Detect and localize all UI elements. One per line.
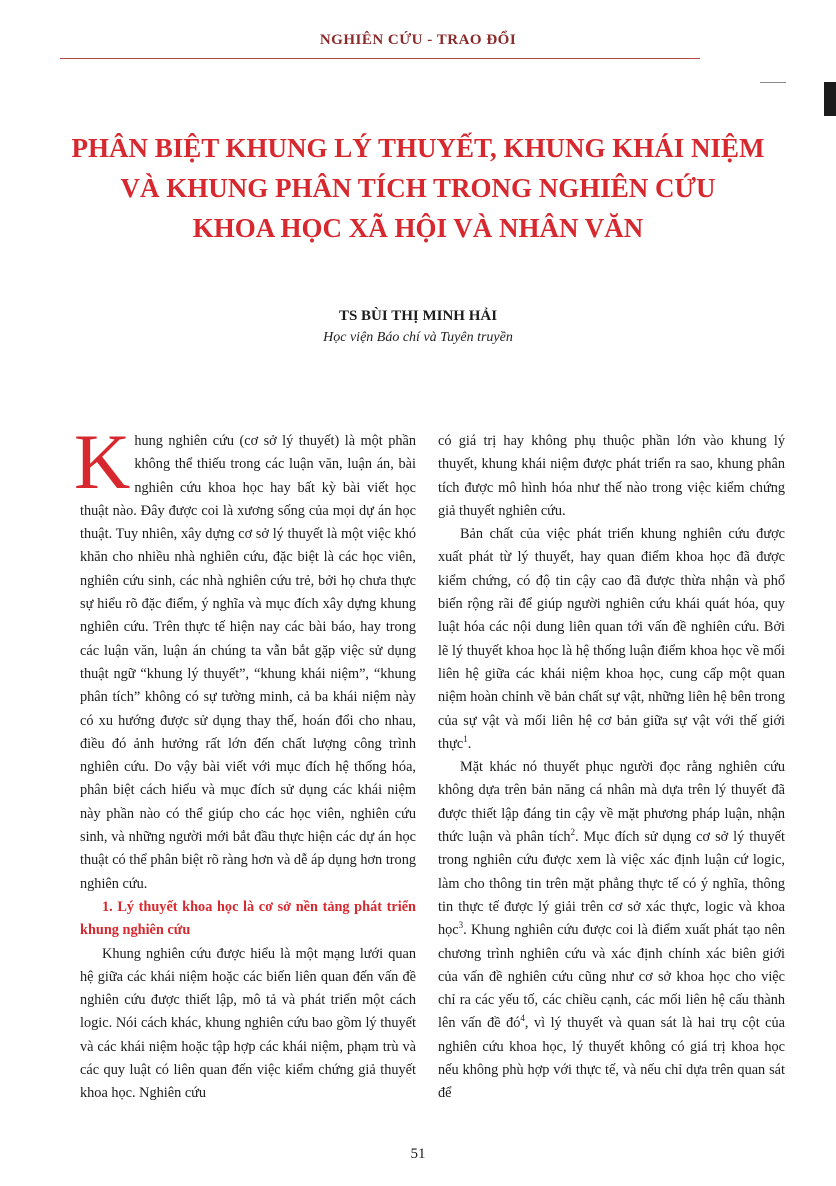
title-line-3: KHOA HỌC XÃ HỘI VÀ NHÂN VĂN (192, 213, 644, 243)
right-column (438, 430, 785, 1106)
page-number: 51 (410, 1146, 426, 1162)
article-title (40, 128, 796, 248)
intro-text: hung nghiên cứu (cơ sở lý thuyết) là một phần không thể thiếu trong các luận văn, luận án, bài nghiên cứu khoa học hay bất kỳ bài viết học thuật nào. Đây được coi là xương sống của mọi dự án học thuật. Tuy nhiên, xây dựng cơ sở lý thuyết là một việc khó khăn cho nhiều nhà nghiên cứu, đặc biệt là các học viên, nghiên cứu sinh, các nhà nghiên cứu trẻ, bởi họ chưa thực sự hiểu rõ đặc điểm, ý nghĩa và mục đích xây dựng khung nghiên cứu. Trên thực tế hiện nay các bài báo, hay trong các luận văn, luận án chúng ta vẫn bắt gặp việc sử dụng thuật ngữ “khung lý thuyết”, “khung khái niệm”, “khung phân tích” không có sự tường minh, cả ba khái niệm này có xu hướng được sử dụng thay thế, hoán đổi cho nhau, điều đó ảnh hưởng rất lớn đến chất lượng công trình nghiên cứu. Do vậy bài viết với mục đích hệ thống hóa, phân biệt cách hiểu và mục đích sử dụng các khái niệm này phần nào có thể giúp cho các học viên, nghiên cứu sinh, và những người mới bắt đầu thực hiện các dự án học thuật có thể phân biệt rõ ràng hơn và dễ áp dụng hơn trong nghiên cứu. (80, 433, 416, 892)
footnote-ref-1: 1 (463, 734, 468, 745)
footnote-ref-3: 3 (458, 920, 464, 931)
right-paragraph-3: Mặt khác nó thuyết phục người đọc rằng nghiên cứu không dựa trên bản năng cá nhân mà dựa trên lý thuyết đã được thiết lập đáng tin cậy về mặt phương pháp luận, nhận thức luận và phân tích$^2$. Mục đích sử dụng cơ sở lý thuyết trong nghiên cứu được xem là việc xác định luận cứ logic, làm cho thông tin trên mặt phẳng thực tế có ý nghĩa, thông tin thực tế được lý giải trên cơ sở xác thực, logic và khoa học$^3$. Khung nghiên cứu được coi là điểm xuất phát tạo nên chương trình nghiên cứu và xác định chính xác biên giới của vấn đề nghiên cứu cũng như cơ sở khoa học cho việc chỉ ra các yếu tố, các chiều cạnh, các mối liên hệ cấu thành lên vấn đề $đó^4$, vì lý thuyết và quan sát là hai trụ cột của nghiên cứu khoa học, lý thuyết không có giá trị khoa học nếu không phù hợp với thực tế, và nếu chỉ dựa trên quan sát để (438, 759, 786, 1102)
title-line-2: VÀ KHUNG PHÂN TÍCH TRONG NGHIÊN CỨU (120, 173, 716, 203)
title-line-1: PHÂN BIỆT KHUNG LÝ THUYẾT, KHUNG KHÁI NIỆM (71, 133, 765, 163)
author-name: TS BÙI THỊ MINH HẢI (338, 308, 498, 324)
intro-paragraph (74, 418, 416, 896)
section-1-heading: 1. Lý thuyết khoa học là cơ sở nền tảng phát triển khung nghiên cứu (80, 898, 416, 939)
author-affiliation: Học viện Báo chí và Tuyên truyền (323, 330, 513, 345)
section-1-paragraph: Khung nghiên cứu được hiểu là một mạng lưới quan hệ giữa các khái niệm hoặc các biến liên quan đến vấn đề nghiên cứu được thiết lập, mô tả và phát triển một cách logic. Nói cách khác, khung nghiên cứu bao gồm lý thuyết và các khái niệm hoặc tập hợp các khái niệm, phạm trù và các quy luật có liên quan đến việc kiểm chứng giả thuyết khoa học. Nghiên cứu (80, 945, 416, 1102)
header-rule-right (760, 82, 786, 83)
running-header (0, 30, 836, 60)
header-section-label: NGHIÊN CỨU - TRAO ĐỔI (319, 32, 517, 48)
footnote-ref-4: 4 (520, 1013, 525, 1024)
right-paragraph-1: có giá trị hay không phụ thuộc phần lớn vào khung lý thuyết, khung khái niệm được phát triển ra sao, khung phân tích được mô hình hóa như thế nào trong việc kiểm chứng giả thuyết nghiên cứu. (438, 433, 785, 519)
right-paragraph-2: Bản chất của việc phát triển khung nghiên cứu được xuất phát từ lý thuyết, hay quan điểm khoa học đã được kiểm chứng, có độ tin cậy cao đã được thừa nhận và phổ biến rộng rãi để giúp người nghiên cứu khái quát hóa, quy luật hóa các nội dung liên quan tới vấn đề nghiên cứu. Bởi lẽ lý thuyết khoa học là hệ thống luận điểm khoa học về mối liên hệ giữa các khái niệm khoa học, cung cấp một quan niệm hoàn chỉnh về bản chất sự vật, những liên hệ bên trong của sự vật và mối liên hệ cơ bản giữa sự vật với thế giới thực$^1$. (438, 526, 785, 752)
page-edge-mark (824, 82, 836, 116)
dropcap: K (74, 418, 131, 505)
footnote-ref-2: 2 (570, 827, 575, 838)
header-rule (60, 58, 700, 59)
left-column (74, 418, 416, 1106)
